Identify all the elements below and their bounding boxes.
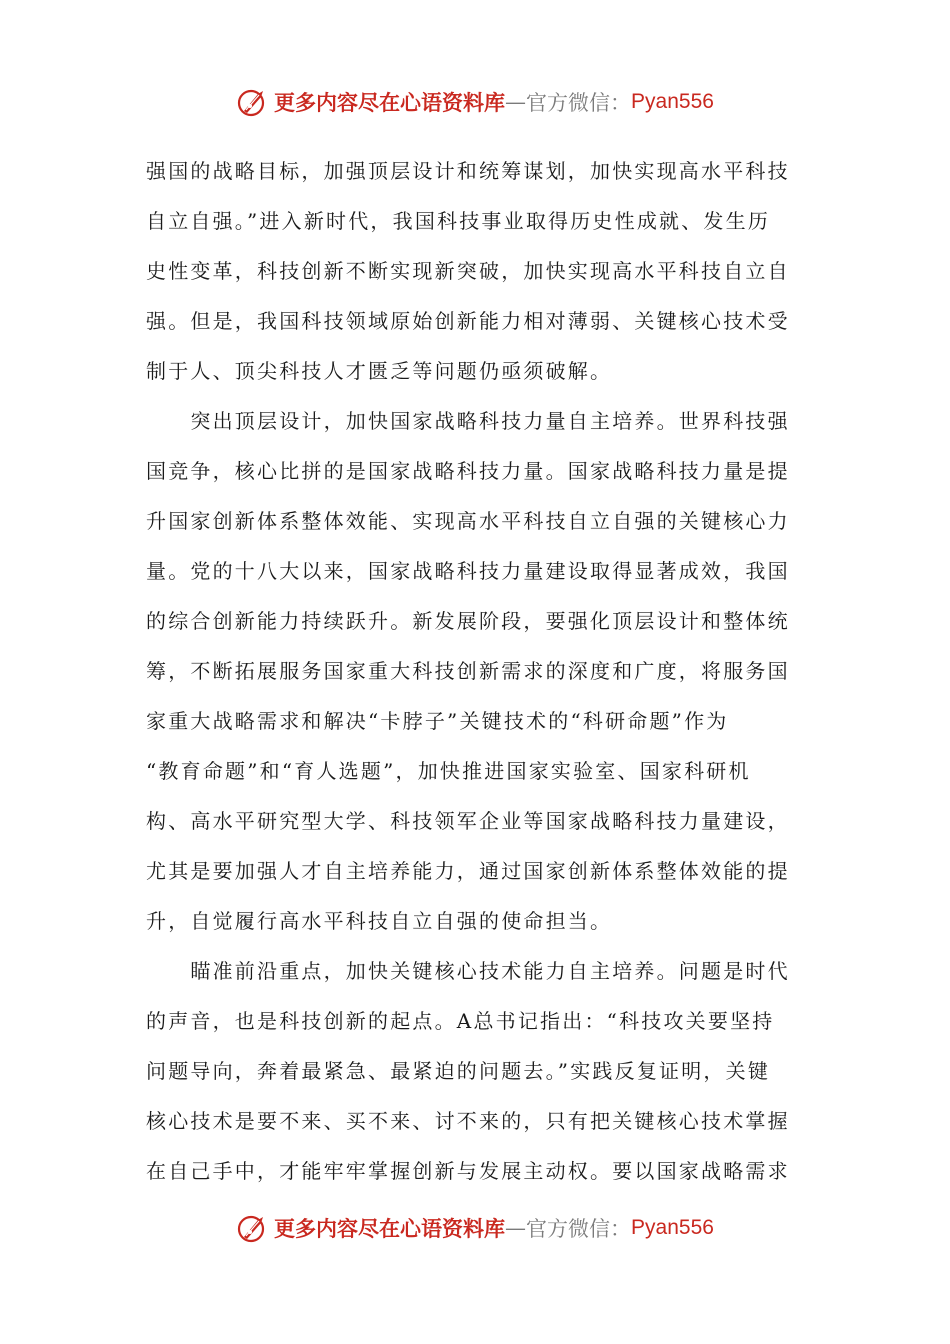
footer-banner bbox=[0, 1208, 950, 1248]
banner-wechat-id: Pyan556 bbox=[631, 1216, 714, 1239]
text-line: 升国家创新体系整体效能、实现高水平科技自立自强的关键核心力 bbox=[146, 509, 790, 533]
text-line: 突出顶层设计，加快国家战略科技力量自主培养。世界科技强 bbox=[146, 409, 790, 433]
banner-label: 官方微信： bbox=[526, 1217, 632, 1241]
text-line: 的声音，也是科技创新的起点。A总书记指出：“科技攻关要坚持 bbox=[146, 1009, 775, 1033]
text-line: 筹，不断拓展服务国家重大科技创新需求的深度和广度，将服务国 bbox=[146, 659, 790, 683]
text-line: 的综合创新能力持续跃升。新发展阶段，要强化顶层设计和整体统 bbox=[146, 609, 790, 633]
text-line: 核心技术是要不来、买不来、讨不来的，只有把关键核心技术掌握 bbox=[146, 1109, 790, 1133]
text-line: 瞄准前沿重点，加快关键核心技术能力自主培养。问题是时代 bbox=[146, 959, 790, 983]
text-line: 强国的战略目标，加强顶层设计和统筹谋划，加快实现高水平科技 bbox=[146, 159, 790, 183]
text-line: “教育命题”和“育人选题”，加快推进国家实验室、国家科研机 bbox=[146, 759, 751, 783]
text-line: 国竞争，核心比拼的是国家战略科技力量。国家战略科技力量是提 bbox=[146, 459, 790, 483]
banner-dash: — bbox=[505, 90, 527, 114]
text-line: 史性变革，科技创新不断实现新突破，加快实现高水平科技自立自 bbox=[146, 259, 790, 283]
banner-brand: 更多内容尽在心语资料库 bbox=[274, 90, 506, 115]
text-line: 自立自强。”进入新时代，我国科技事业取得历史性成就、发生历 bbox=[146, 209, 771, 233]
text-line: 构、高水平研究型大学、科技领军企业等国家战略科技力量建设， bbox=[146, 809, 790, 833]
text-line: 问题导向，奔着最紧急、最紧迫的问题去。”实践反复证明，关键 bbox=[146, 1059, 771, 1083]
text-line: 尤其是要加强人才自主培养能力，通过国家创新体系整体效能的提 bbox=[146, 859, 790, 883]
header-banner bbox=[0, 82, 950, 122]
text-line: 制于人、顶尖科技人才匮乏等问题仍亟须破解。 bbox=[146, 359, 613, 383]
document-body bbox=[146, 146, 806, 1196]
banner-wechat-id: Pyan556 bbox=[631, 90, 714, 113]
text-line: 在自己手中，才能牢牢掌握创新与发展主动权。要以国家战略需求 bbox=[146, 1159, 790, 1183]
text-line: 强。但是，我国科技领域原始创新能力相对薄弱、关键核心技术受 bbox=[146, 309, 790, 333]
banner-dash: — bbox=[505, 1216, 527, 1240]
banner-brand: 更多内容尽在心语资料库 bbox=[274, 1216, 506, 1241]
text-line: 量。党的十八大以来，国家战略科技力量建设取得显著成效，我国 bbox=[146, 559, 790, 583]
text-line: 家重大战略需求和解决“卡脖子”关键技术的“科研命题”作为 bbox=[146, 709, 729, 733]
pen-nib-circle-icon bbox=[236, 85, 270, 119]
pen-nib-circle-icon bbox=[236, 1211, 270, 1245]
text-line: 升，自觉履行高水平科技自立自强的使命担当。 bbox=[146, 909, 613, 933]
banner-label: 官方微信： bbox=[526, 91, 632, 115]
